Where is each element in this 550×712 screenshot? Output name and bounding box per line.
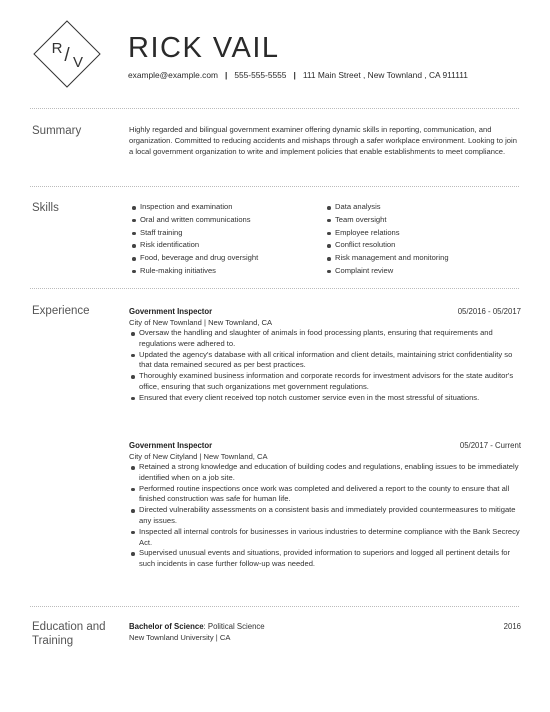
skill-item: Rule-making initiatives	[131, 265, 326, 278]
job-title: Government Inspector	[129, 307, 213, 316]
job-bullet: Oversaw the handling and slaughter of animals in food processing plants, ensuring that requirements and regulations were adhered to.	[129, 328, 521, 350]
job-header	[129, 440, 521, 451]
skill-item: Staff training	[131, 227, 326, 240]
contact-phone: 555-555-5555	[234, 70, 287, 80]
job-bullet: Retained a strong knowledge and education of building codes and regulations, enabling issues to be immediately identified when on a job site.	[129, 462, 521, 484]
job-bullet: Directed vulnerability assessments on a consistent basis and immediately provided countermeasures to mitigate any issues.	[129, 505, 521, 527]
education-entry	[129, 621, 521, 644]
job-organization: City of New Townland | New Townland, CA	[129, 318, 273, 327]
job-header	[129, 306, 521, 317]
resume-header	[0, 0, 550, 110]
skills-list	[131, 201, 521, 278]
skill-item: Oral and written communications	[131, 214, 326, 227]
job-bullet: Thoroughly examined business information and corporate records for investment advisors for the state auditor's office, ensuring that such organizations met government regulations.	[129, 371, 521, 393]
skill-item: Team oversight	[326, 214, 521, 227]
section-divider	[30, 186, 519, 187]
job-bullet: Supervised unusual events and situations, provided information to superiors and logged all pertinent details for such incidents in case further follow-up was needed.	[129, 548, 521, 570]
summary-heading: Summary	[32, 125, 82, 137]
skills-heading: Skills	[32, 202, 59, 214]
experience-heading: Experience	[32, 305, 90, 317]
skill-item: Inspection and examination	[131, 201, 326, 214]
skill-item: Data analysis	[326, 201, 521, 214]
section-divider	[30, 288, 519, 289]
contact-separator: |	[293, 70, 296, 80]
contact-separator: |	[224, 70, 228, 80]
education-degree	[129, 621, 265, 632]
skill-item: Conflict resolution	[326, 239, 521, 252]
monogram-first-initial: R	[51, 40, 63, 57]
candidate-name: RICK VAIL	[128, 32, 280, 64]
education-heading: Education and Training	[32, 621, 106, 647]
job-dates: 05/2017 - Current	[459, 441, 521, 450]
job-dates: 05/2016 - 05/2017	[457, 307, 521, 316]
monogram-slash: /	[64, 45, 70, 66]
job-entry	[129, 440, 521, 570]
section-divider	[30, 108, 519, 109]
job-bullet: Inspected all internal controls for businesses in various industries to determine compliance with the Bank Secrecy Act.	[129, 527, 521, 549]
monogram-last-initial: V	[72, 54, 84, 71]
job-title: Government Inspector	[129, 441, 213, 450]
degree-label: Bachelor of Science	[129, 622, 204, 631]
skill-item: Food, beverage and drug oversight	[131, 252, 326, 265]
skill-item: Risk management and monitoring	[326, 252, 521, 265]
job-bullets	[129, 328, 521, 404]
degree-field: : Political Science	[203, 622, 265, 631]
job-bullet: Updated the agency's database with all critical information and client details, maintaining strict confidentiality so that data remained secured as per best practices.	[129, 350, 521, 372]
job-bullets	[129, 462, 521, 570]
skills-column-left	[131, 201, 326, 278]
education-school: New Townland University | CA	[129, 633, 231, 642]
education-header	[129, 621, 521, 632]
skills-column-right	[326, 201, 521, 278]
section-divider	[30, 606, 519, 607]
contact-line	[128, 70, 468, 80]
contact-email[interactable]: example@example.com	[128, 70, 218, 80]
job-organization: City of New Cityland | New Townland, CA	[129, 452, 268, 461]
job-bullet: Ensured that every client received top notch customer service even in the most stressful of situations.	[129, 393, 521, 404]
summary-text: Highly regarded and bilingual government examiner offering dynamic skills in reporting, communication, and organization. Committed to reducing accidents and mishaps through a safer workplace environment. Looking to join a local government organization to write and implement policies that enable establishments to meet compliance.	[129, 125, 517, 156]
job-entry	[129, 306, 521, 404]
education-year: 2016	[503, 622, 521, 631]
job-bullet: Performed routine inspections once work was completed and delivered a report to the county to ensure that all finished construction was safe for human life.	[129, 484, 521, 506]
contact-address: 111 Main Street , New Townland , CA 911111	[302, 70, 468, 80]
monogram-diamond-icon	[33, 20, 101, 88]
skill-item: Risk identification	[131, 239, 326, 252]
skill-item: Complaint review	[326, 265, 521, 278]
skill-item: Employee relations	[326, 227, 521, 240]
